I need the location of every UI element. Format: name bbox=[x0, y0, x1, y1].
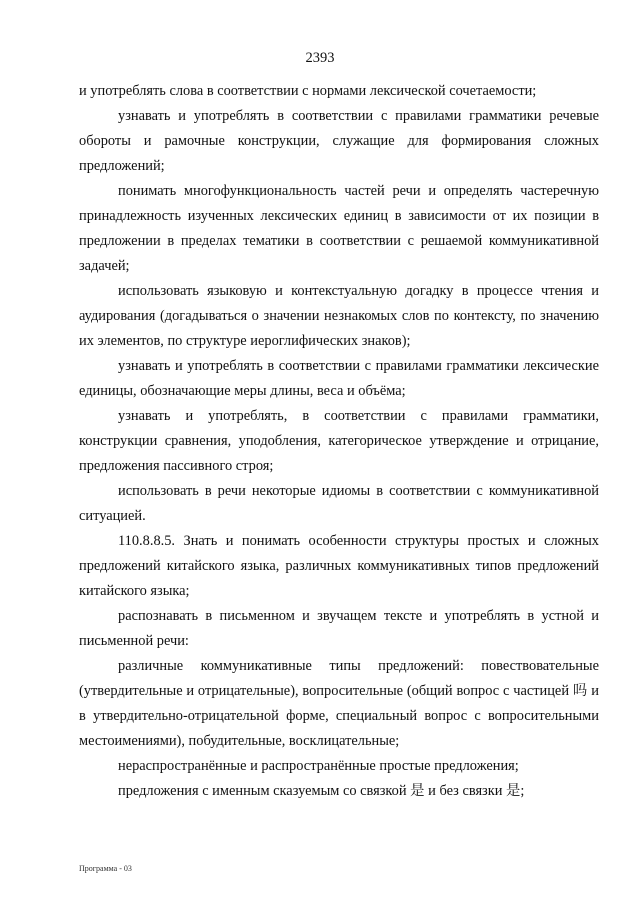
paragraph-idioms: использовать в речи некоторые идиомы в соответствии с коммуникативной ситуацией. bbox=[79, 483, 599, 524]
page-number: 2393 bbox=[305, 50, 335, 66]
paragraph-section-110-8-8-5: 110.8.8.5. Знать и понимать особенности структуры простых и сложных предложений китайского языка, различных коммуникативных типов предложений китайского языка; bbox=[79, 533, 599, 599]
document-body bbox=[79, 79, 599, 804]
paragraph-measure-units: узнавать и употреблять в соответствии с правилами грамматики лексические единицы, обозначающие меры длины, веса и объёма; bbox=[79, 358, 599, 399]
page-footer: Программа - 03 bbox=[79, 864, 132, 873]
paragraph-simple-sentences: нераспространённые и распространённые простые предложения; bbox=[118, 758, 519, 774]
paragraph-lexical-collocation: и употреблять слова в соответствии с нормами лексической сочетаемости; bbox=[79, 83, 537, 99]
paragraph-contextual-guess: использовать языковую и контекстуальную догадку в процессе чтения и аудирования (догадываться о значении незнакомых слов по контексту, по значению их элементов, по структуре иероглифических знаков); bbox=[79, 283, 599, 349]
paragraph-communicative-types: различные коммуникативные типы предложений: повествовательные (утвердительные и отрицательные), вопросительные (общий вопрос с частицей 吗 и в утвердительно-отрицательной форме, специальный вопрос с вопросительными местоимениями), побудительные, восклицательные; bbox=[79, 658, 599, 749]
paragraph-nominal-predicate: предложения с именным сказуемым со связкой 是 и без связки 是; bbox=[118, 783, 525, 799]
paragraph-speech-constructions: узнавать и употреблять в соответствии с правилами грамматики речевые обороты и рамочные конструкции, служащие для формирования сложных предложений; bbox=[79, 108, 599, 174]
paragraph-parts-of-speech: понимать многофункциональность частей речи и определять частеречную принадлежность изученных лексических единиц в зависимости от их позиции в предложении в пределах тематики в соответствии с решаемой коммуникативной задачей; bbox=[79, 183, 599, 274]
paragraph-recognize-and-use: распознавать в письменном и звучащем тексте и употреблять в устной и письменной речи: bbox=[79, 608, 599, 649]
paragraph-comparison-constructions: узнавать и употреблять, в соответствии с правилами грамматики, конструкции сравнения, уподобления, категорическое утверждение и отрицание, предложения пассивного строя; bbox=[79, 408, 599, 474]
